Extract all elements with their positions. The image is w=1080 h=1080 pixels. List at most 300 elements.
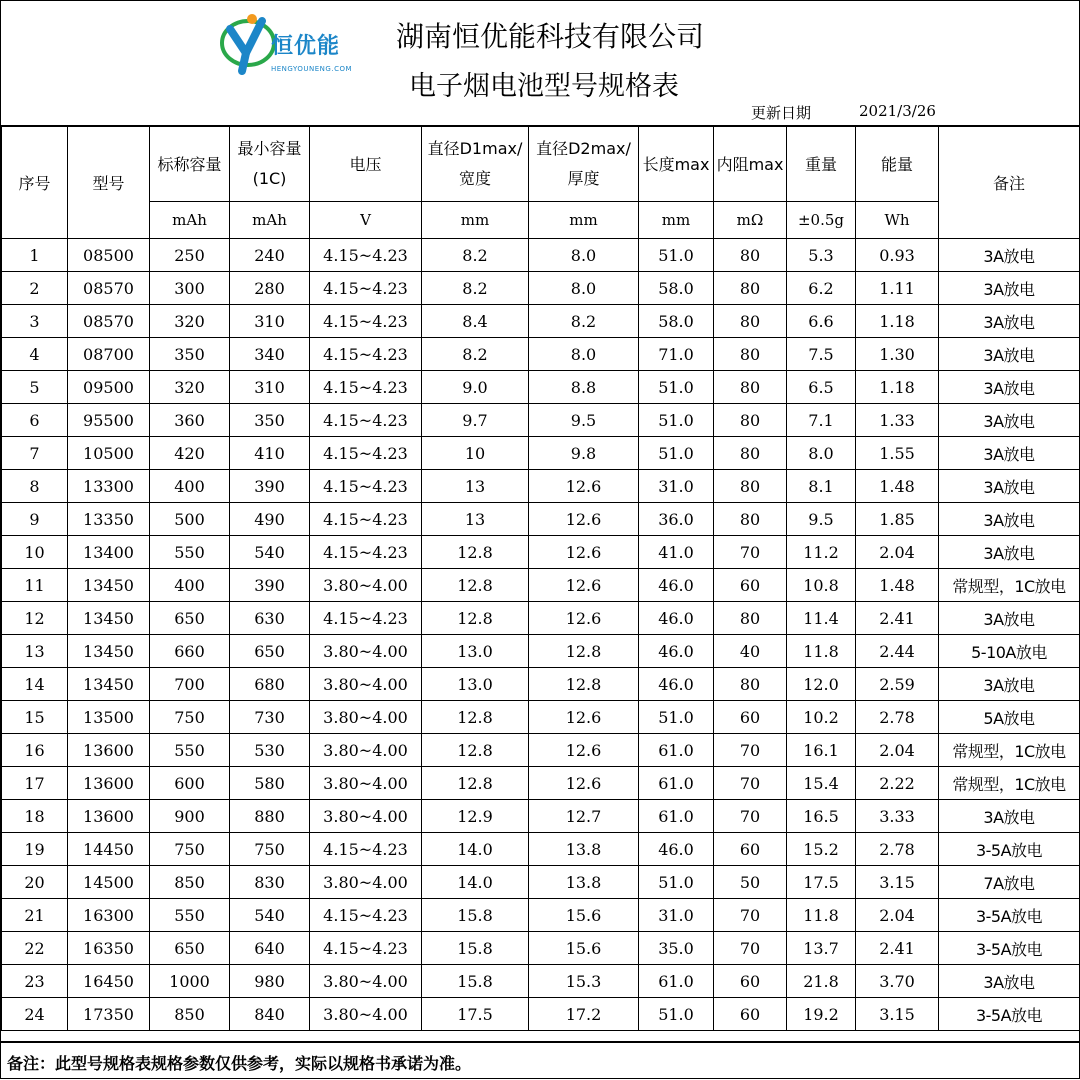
cell-model: 08570 xyxy=(68,272,150,305)
cell-remarks: 3-5A放电 xyxy=(939,932,1080,965)
cell-d2: 12.6 xyxy=(529,569,639,602)
cell-model: 17350 xyxy=(68,998,150,1031)
table-row xyxy=(2,305,1080,338)
cell-weight: 15.2 xyxy=(787,833,856,866)
cell-nominal-capacity: 550 xyxy=(150,734,230,767)
table-row xyxy=(2,932,1080,965)
cell-weight: 17.5 xyxy=(787,866,856,899)
cell-remarks: 常规型，1C放电 xyxy=(939,734,1080,767)
cell-nominal-capacity: 900 xyxy=(150,800,230,833)
cell-energy: 1.30 xyxy=(856,338,939,371)
cell-remarks: 3A放电 xyxy=(939,470,1080,503)
cell-min-capacity: 340 xyxy=(230,338,310,371)
col-header-d2: 直径D2max/厚度 xyxy=(529,126,639,202)
cell-resistance: 80 xyxy=(714,437,787,470)
cell-energy: 2.41 xyxy=(856,602,939,635)
cell-index: 6 xyxy=(2,404,68,437)
cell-d2: 8.8 xyxy=(529,371,639,404)
cell-energy: 1.33 xyxy=(856,404,939,437)
cell-nominal-capacity: 420 xyxy=(150,437,230,470)
cell-voltage: 4.15~4.23 xyxy=(310,371,422,404)
cell-index: 24 xyxy=(2,998,68,1031)
cell-d2: 12.8 xyxy=(529,668,639,701)
cell-resistance: 50 xyxy=(714,866,787,899)
table-row xyxy=(2,734,1080,767)
cell-remarks: 5-10A放电 xyxy=(939,635,1080,668)
cell-length: 31.0 xyxy=(639,470,714,503)
cell-resistance: 70 xyxy=(714,767,787,800)
cell-resistance: 70 xyxy=(714,536,787,569)
table-row xyxy=(2,899,1080,932)
cell-voltage: 4.15~4.23 xyxy=(310,404,422,437)
cell-d2: 8.2 xyxy=(529,305,639,338)
cell-remarks: 3A放电 xyxy=(939,602,1080,635)
cell-remarks: 3A放电 xyxy=(939,503,1080,536)
spec-table xyxy=(1,125,1080,1031)
cell-length: 58.0 xyxy=(639,305,714,338)
cell-remarks: 3-5A放电 xyxy=(939,899,1080,932)
cell-voltage: 3.80~4.00 xyxy=(310,569,422,602)
cell-nominal-capacity: 850 xyxy=(150,998,230,1031)
table-row xyxy=(2,701,1080,734)
cell-model: 95500 xyxy=(68,404,150,437)
unit-d1: mm xyxy=(422,202,529,239)
col-header-nominal-capacity: 标称容量 xyxy=(150,126,230,202)
col-header-model: 型号 xyxy=(68,126,150,239)
cell-weight: 19.2 xyxy=(787,998,856,1031)
cell-voltage: 4.15~4.23 xyxy=(310,602,422,635)
cell-d2: 12.6 xyxy=(529,536,639,569)
sheet-footer xyxy=(1,1041,1079,1080)
cell-min-capacity: 410 xyxy=(230,437,310,470)
cell-model: 13450 xyxy=(68,635,150,668)
table-header xyxy=(2,126,1080,239)
cell-resistance: 80 xyxy=(714,239,787,272)
cell-length: 46.0 xyxy=(639,833,714,866)
cell-min-capacity: 390 xyxy=(230,569,310,602)
cell-length: 31.0 xyxy=(639,899,714,932)
cell-min-capacity: 310 xyxy=(230,305,310,338)
cell-min-capacity: 530 xyxy=(230,734,310,767)
cell-energy: 2.78 xyxy=(856,701,939,734)
cell-weight: 10.8 xyxy=(787,569,856,602)
cell-remarks: 3A放电 xyxy=(939,371,1080,404)
cell-d1: 13 xyxy=(422,470,529,503)
cell-nominal-capacity: 600 xyxy=(150,767,230,800)
cell-index: 18 xyxy=(2,800,68,833)
cell-nominal-capacity: 850 xyxy=(150,866,230,899)
cell-d1: 12.8 xyxy=(422,569,529,602)
cell-length: 71.0 xyxy=(639,338,714,371)
cell-d1: 15.8 xyxy=(422,965,529,998)
cell-voltage: 4.15~4.23 xyxy=(310,833,422,866)
cell-min-capacity: 650 xyxy=(230,635,310,668)
table-row xyxy=(2,635,1080,668)
cell-remarks: 5A放电 xyxy=(939,701,1080,734)
cell-nominal-capacity: 320 xyxy=(150,305,230,338)
cell-energy: 1.11 xyxy=(856,272,939,305)
cell-resistance: 60 xyxy=(714,833,787,866)
col-header-energy: 能量 xyxy=(856,126,939,202)
cell-d1: 10 xyxy=(422,437,529,470)
table-row xyxy=(2,272,1080,305)
cell-length: 51.0 xyxy=(639,437,714,470)
cell-energy: 2.22 xyxy=(856,767,939,800)
cell-d1: 8.2 xyxy=(422,272,529,305)
cell-voltage: 4.15~4.23 xyxy=(310,932,422,965)
cell-model: 14500 xyxy=(68,866,150,899)
cell-index: 14 xyxy=(2,668,68,701)
cell-index: 4 xyxy=(2,338,68,371)
cell-d1: 12.8 xyxy=(422,767,529,800)
table-row xyxy=(2,965,1080,998)
cell-model: 08500 xyxy=(68,239,150,272)
cell-index: 10 xyxy=(2,536,68,569)
cell-d1: 12.8 xyxy=(422,701,529,734)
table-row xyxy=(2,536,1080,569)
cell-weight: 11.8 xyxy=(787,635,856,668)
cell-model: 13600 xyxy=(68,767,150,800)
cell-model: 08700 xyxy=(68,338,150,371)
cell-min-capacity: 390 xyxy=(230,470,310,503)
cell-resistance: 70 xyxy=(714,932,787,965)
cell-remarks: 常规型，1C放电 xyxy=(939,569,1080,602)
cell-model: 13600 xyxy=(68,800,150,833)
table-row xyxy=(2,470,1080,503)
cell-weight: 6.5 xyxy=(787,371,856,404)
cell-d1: 13 xyxy=(422,503,529,536)
cell-resistance: 40 xyxy=(714,635,787,668)
cell-energy: 3.15 xyxy=(856,866,939,899)
cell-weight: 16.5 xyxy=(787,800,856,833)
unit-energy: Wh xyxy=(856,202,939,239)
cell-model: 16300 xyxy=(68,899,150,932)
cell-nominal-capacity: 300 xyxy=(150,272,230,305)
table-row xyxy=(2,866,1080,899)
table-row xyxy=(2,503,1080,536)
cell-index: 11 xyxy=(2,569,68,602)
cell-resistance: 70 xyxy=(714,734,787,767)
cell-nominal-capacity: 700 xyxy=(150,668,230,701)
cell-min-capacity: 580 xyxy=(230,767,310,800)
cell-remarks: 3-5A放电 xyxy=(939,998,1080,1031)
col-header-length: 长度max xyxy=(639,126,714,202)
cell-model: 13350 xyxy=(68,503,150,536)
cell-index: 5 xyxy=(2,371,68,404)
cell-d1: 17.5 xyxy=(422,998,529,1031)
cell-model: 16450 xyxy=(68,965,150,998)
cell-energy: 1.18 xyxy=(856,371,939,404)
update-date: 2021/3/26 xyxy=(859,102,936,120)
cell-resistance: 80 xyxy=(714,305,787,338)
cell-min-capacity: 490 xyxy=(230,503,310,536)
cell-voltage: 3.80~4.00 xyxy=(310,998,422,1031)
cell-length: 58.0 xyxy=(639,272,714,305)
cell-index: 19 xyxy=(2,833,68,866)
cell-d2: 15.6 xyxy=(529,932,639,965)
unit-min-capacity: mAh xyxy=(230,202,310,239)
cell-energy: 3.70 xyxy=(856,965,939,998)
cell-index: 12 xyxy=(2,602,68,635)
cell-voltage: 3.80~4.00 xyxy=(310,635,422,668)
cell-resistance: 80 xyxy=(714,668,787,701)
col-header-resistance: 内阻max xyxy=(714,126,787,202)
table-row xyxy=(2,239,1080,272)
cell-energy: 1.85 xyxy=(856,503,939,536)
cell-d2: 17.2 xyxy=(529,998,639,1031)
company-name: 湖南恒优能科技有限公司 xyxy=(396,20,705,53)
cell-length: 35.0 xyxy=(639,932,714,965)
cell-d1: 12.8 xyxy=(422,536,529,569)
logo-website: HENGYOUNENG.COM xyxy=(271,65,353,73)
cell-index: 3 xyxy=(2,305,68,338)
cell-index: 23 xyxy=(2,965,68,998)
cell-remarks: 常规型，1C放电 xyxy=(939,767,1080,800)
cell-d1: 13.0 xyxy=(422,635,529,668)
cell-voltage: 3.80~4.00 xyxy=(310,800,422,833)
cell-voltage: 4.15~4.23 xyxy=(310,338,422,371)
table-row xyxy=(2,569,1080,602)
col-header-remarks: 备注 xyxy=(939,126,1080,239)
table-row xyxy=(2,404,1080,437)
cell-remarks: 3A放电 xyxy=(939,404,1080,437)
cell-resistance: 80 xyxy=(714,470,787,503)
cell-weight: 13.7 xyxy=(787,932,856,965)
table-row xyxy=(2,998,1080,1031)
cell-weight: 5.3 xyxy=(787,239,856,272)
cell-weight: 10.2 xyxy=(787,701,856,734)
cell-weight: 8.1 xyxy=(787,470,856,503)
cell-voltage: 3.80~4.00 xyxy=(310,668,422,701)
table-row xyxy=(2,800,1080,833)
cell-remarks: 3A放电 xyxy=(939,668,1080,701)
cell-voltage: 4.15~4.23 xyxy=(310,536,422,569)
cell-weight: 9.5 xyxy=(787,503,856,536)
cell-nominal-capacity: 1000 xyxy=(150,965,230,998)
cell-d2: 8.0 xyxy=(529,338,639,371)
cell-remarks: 3A放电 xyxy=(939,239,1080,272)
cell-nominal-capacity: 650 xyxy=(150,602,230,635)
cell-resistance: 80 xyxy=(714,338,787,371)
cell-d2: 15.6 xyxy=(529,899,639,932)
cell-nominal-capacity: 400 xyxy=(150,470,230,503)
cell-resistance: 60 xyxy=(714,701,787,734)
col-header-weight: 重量 xyxy=(787,126,856,202)
cell-weight: 11.2 xyxy=(787,536,856,569)
cell-nominal-capacity: 550 xyxy=(150,536,230,569)
table-row xyxy=(2,767,1080,800)
cell-min-capacity: 680 xyxy=(230,668,310,701)
cell-length: 46.0 xyxy=(639,602,714,635)
cell-length: 36.0 xyxy=(639,503,714,536)
cell-d2: 12.8 xyxy=(529,635,639,668)
col-header-index: 序号 xyxy=(2,126,68,239)
cell-nominal-capacity: 500 xyxy=(150,503,230,536)
cell-remarks: 3-5A放电 xyxy=(939,833,1080,866)
cell-index: 20 xyxy=(2,866,68,899)
cell-resistance: 80 xyxy=(714,272,787,305)
cell-min-capacity: 630 xyxy=(230,602,310,635)
cell-voltage: 3.80~4.00 xyxy=(310,866,422,899)
cell-index: 15 xyxy=(2,701,68,734)
cell-min-capacity: 310 xyxy=(230,371,310,404)
cell-model: 13400 xyxy=(68,536,150,569)
cell-voltage: 4.15~4.23 xyxy=(310,272,422,305)
cell-index: 16 xyxy=(2,734,68,767)
cell-model: 10500 xyxy=(68,437,150,470)
cell-resistance: 80 xyxy=(714,404,787,437)
cell-remarks: 3A放电 xyxy=(939,305,1080,338)
cell-d1: 12.9 xyxy=(422,800,529,833)
cell-weight: 6.2 xyxy=(787,272,856,305)
cell-remarks: 3A放电 xyxy=(939,272,1080,305)
cell-length: 46.0 xyxy=(639,668,714,701)
cell-index: 1 xyxy=(2,239,68,272)
cell-model: 13450 xyxy=(68,602,150,635)
cell-resistance: 60 xyxy=(714,998,787,1031)
cell-weight: 11.8 xyxy=(787,899,856,932)
cell-d2: 13.8 xyxy=(529,833,639,866)
table-row xyxy=(2,833,1080,866)
footer-note: 备注：此型号规格表规格参数仅供参考，实际以规格书承诺为准。 xyxy=(7,1054,472,1073)
cell-d2: 12.6 xyxy=(529,602,639,635)
unit-nominal-capacity: mAh xyxy=(150,202,230,239)
cell-d1: 12.8 xyxy=(422,734,529,767)
cell-d1: 9.7 xyxy=(422,404,529,437)
cell-index: 7 xyxy=(2,437,68,470)
cell-model: 13600 xyxy=(68,734,150,767)
cell-d2: 12.7 xyxy=(529,800,639,833)
unit-resistance: mΩ xyxy=(714,202,787,239)
cell-nominal-capacity: 660 xyxy=(150,635,230,668)
cell-index: 8 xyxy=(2,470,68,503)
cell-min-capacity: 830 xyxy=(230,866,310,899)
cell-weight: 21.8 xyxy=(787,965,856,998)
cell-voltage: 3.80~4.00 xyxy=(310,734,422,767)
cell-weight: 16.1 xyxy=(787,734,856,767)
cell-d1: 15.8 xyxy=(422,932,529,965)
cell-energy: 1.18 xyxy=(856,305,939,338)
cell-min-capacity: 540 xyxy=(230,536,310,569)
cell-resistance: 80 xyxy=(714,602,787,635)
cell-length: 51.0 xyxy=(639,239,714,272)
table-row xyxy=(2,602,1080,635)
cell-weight: 7.5 xyxy=(787,338,856,371)
cell-resistance: 60 xyxy=(714,965,787,998)
cell-d2: 12.6 xyxy=(529,503,639,536)
cell-d2: 15.3 xyxy=(529,965,639,998)
unit-d2: mm xyxy=(529,202,639,239)
cell-model: 09500 xyxy=(68,371,150,404)
table-row xyxy=(2,668,1080,701)
sheet-title: 电子烟电池型号规格表 xyxy=(409,71,679,102)
cell-model: 13450 xyxy=(68,668,150,701)
cell-d1: 13.0 xyxy=(422,668,529,701)
cell-length: 61.0 xyxy=(639,965,714,998)
cell-d1: 12.8 xyxy=(422,602,529,635)
cell-energy: 2.78 xyxy=(856,833,939,866)
cell-remarks: 3A放电 xyxy=(939,338,1080,371)
cell-d2: 12.6 xyxy=(529,734,639,767)
cell-index: 17 xyxy=(2,767,68,800)
cell-min-capacity: 640 xyxy=(230,932,310,965)
cell-energy: 1.48 xyxy=(856,470,939,503)
cell-resistance: 80 xyxy=(714,371,787,404)
cell-nominal-capacity: 750 xyxy=(150,701,230,734)
cell-voltage: 4.15~4.23 xyxy=(310,305,422,338)
cell-nominal-capacity: 750 xyxy=(150,833,230,866)
cell-resistance: 60 xyxy=(714,569,787,602)
cell-index: 9 xyxy=(2,503,68,536)
cell-voltage: 3.80~4.00 xyxy=(310,767,422,800)
cell-model: 13300 xyxy=(68,470,150,503)
cell-d1: 8.2 xyxy=(422,239,529,272)
cell-length: 51.0 xyxy=(639,404,714,437)
unit-length: mm xyxy=(639,202,714,239)
cell-d2: 12.6 xyxy=(529,767,639,800)
cell-d2: 12.6 xyxy=(529,470,639,503)
cell-d2: 12.6 xyxy=(529,701,639,734)
cell-energy: 2.04 xyxy=(856,899,939,932)
table-row xyxy=(2,371,1080,404)
cell-energy: 0.93 xyxy=(856,239,939,272)
cell-weight: 7.1 xyxy=(787,404,856,437)
cell-d1: 14.0 xyxy=(422,866,529,899)
cell-model: 14450 xyxy=(68,833,150,866)
cell-resistance: 70 xyxy=(714,800,787,833)
cell-length: 51.0 xyxy=(639,998,714,1031)
cell-energy: 2.44 xyxy=(856,635,939,668)
cell-length: 46.0 xyxy=(639,635,714,668)
cell-voltage: 4.15~4.23 xyxy=(310,503,422,536)
cell-length: 51.0 xyxy=(639,701,714,734)
cell-remarks: 3A放电 xyxy=(939,437,1080,470)
cell-d1: 8.4 xyxy=(422,305,529,338)
cell-nominal-capacity: 360 xyxy=(150,404,230,437)
cell-voltage: 4.15~4.23 xyxy=(310,899,422,932)
cell-d1: 9.0 xyxy=(422,371,529,404)
cell-min-capacity: 350 xyxy=(230,404,310,437)
cell-voltage: 4.15~4.23 xyxy=(310,437,422,470)
cell-weight: 11.4 xyxy=(787,602,856,635)
cell-min-capacity: 750 xyxy=(230,833,310,866)
cell-length: 51.0 xyxy=(639,371,714,404)
cell-length: 51.0 xyxy=(639,866,714,899)
cell-d1: 15.8 xyxy=(422,899,529,932)
unit-voltage: V xyxy=(310,202,422,239)
cell-resistance: 70 xyxy=(714,899,787,932)
col-header-d1: 直径D1max/宽度 xyxy=(422,126,529,202)
cell-energy: 2.59 xyxy=(856,668,939,701)
cell-energy: 2.04 xyxy=(856,734,939,767)
col-header-min-capacity: 最小容量(1C) xyxy=(230,126,310,202)
cell-nominal-capacity: 250 xyxy=(150,239,230,272)
table-row xyxy=(2,338,1080,371)
cell-nominal-capacity: 650 xyxy=(150,932,230,965)
cell-min-capacity: 840 xyxy=(230,998,310,1031)
cell-d2: 9.8 xyxy=(529,437,639,470)
cell-model: 13450 xyxy=(68,569,150,602)
table-body xyxy=(2,239,1080,1031)
update-label: 更新日期 xyxy=(751,104,812,122)
cell-energy: 3.33 xyxy=(856,800,939,833)
cell-index: 22 xyxy=(2,932,68,965)
cell-voltage: 3.80~4.00 xyxy=(310,701,422,734)
cell-resistance: 80 xyxy=(714,503,787,536)
cell-d1: 14.0 xyxy=(422,833,529,866)
cell-d2: 8.0 xyxy=(529,239,639,272)
cell-nominal-capacity: 550 xyxy=(150,899,230,932)
